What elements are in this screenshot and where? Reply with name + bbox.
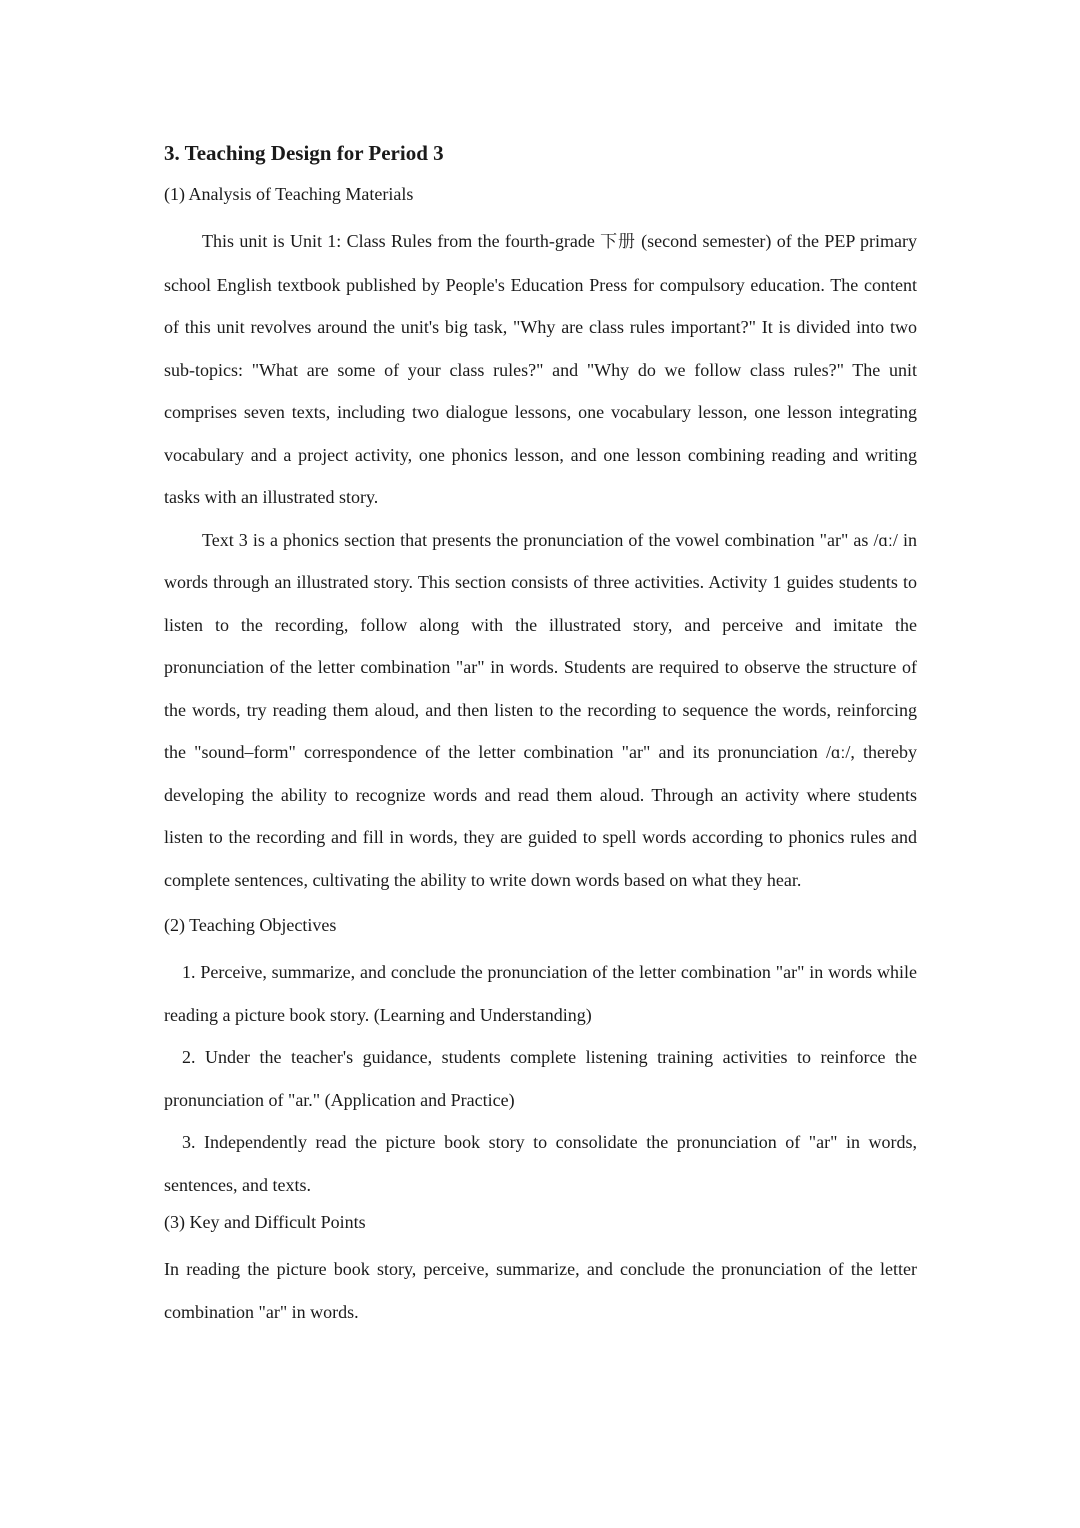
analysis-paragraph-2: Text 3 is a phonics section that presents the pronunciation of the vowel combination "ar" as /ɑː/ in words through an illustrated story. This section consists of three activities. Activity 1 guides students to listen to the recording, follow along with the illustrated story, and perceive and imitate the pronunciation of the letter combination "ar" in words. Students are required to observe the structure of the words, try reading them aloud, and then listen to the recording to sequence the words, reinforcing the "sound–form" correspondence of the letter combination "ar" and its pronunciation /ɑː/, thereby developing the ability to recognize words and read them aloud. Through an activity where students listen to the recording and fill in words, they are guided to spell words according to phonics rules and complete sentences, cultivating the ability to write down words based on what they hear. xyxy=(164,529,917,890)
section-heading-key-points: (3) Key and Difficult Points xyxy=(164,1212,366,1232)
section-heading-objectives: (2) Teaching Objectives xyxy=(164,915,337,935)
analysis-paragraph-1-text-a: This unit is Unit 1: Class Rules from the fourth-grade xyxy=(202,231,601,251)
document-page xyxy=(164,138,917,1333)
analysis-paragraph-1 xyxy=(164,220,917,519)
objective-item: 1. Perceive, summarize, and conclude the pronunciation of the letter combination "ar" in words while reading a picture book story. (Learning and Understanding) xyxy=(164,962,917,1025)
key-points-paragraph: In reading the picture book story, perceive, summarize, and conclude the pronunciation of the letter combination "ar" in words. xyxy=(164,1259,917,1322)
analysis-paragraph-1-text-b: (second semester) of the PEP primary school English textbook published by People's Education Press for compulsory education. The content of this unit revolves around the unit's big task, "Why are class rules important?" It is divided into two sub-topics: "What are some of your class rules?" and "Why do we follow class rules?" The unit comprises seven texts, including two dialogue lessons, one vocabulary lesson, one lesson integrating vocabulary and a project activity, one phonics lesson, and one lesson combining reading and writing tasks with an illustrated story. xyxy=(164,231,918,507)
objective-item: 3. Independently read the picture book story to consolidate the pronunciation of "ar" in words, sentences, and texts. xyxy=(164,1132,917,1195)
objectives-list xyxy=(164,951,917,1206)
analysis-paragraph-1-cjk: 下册 xyxy=(600,232,636,252)
section-heading-analysis: (1) Analysis of Teaching Materials xyxy=(164,184,414,204)
document-title: 3. Teaching Design for Period 3 xyxy=(164,141,444,165)
objective-item: 2. Under the teacher's guidance, students complete listening training activities to reinforce the pronunciation of "ar." (Application and Practice) xyxy=(164,1047,917,1110)
